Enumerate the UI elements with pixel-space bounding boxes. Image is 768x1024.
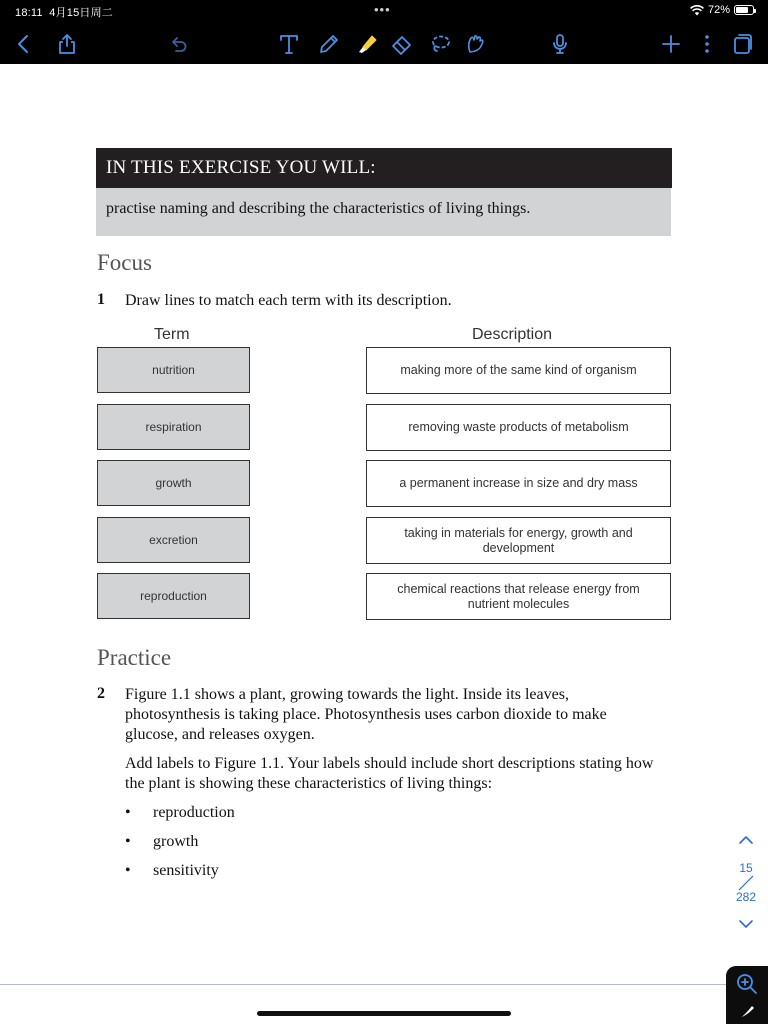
page-up-icon[interactable] — [732, 832, 760, 848]
question-2-paragraph-2: Add labels to Figure 1.1. Your labels should include short descriptions stating how the plant is showing these characteristics of living things: — [125, 755, 654, 792]
page-down-icon[interactable] — [732, 916, 760, 932]
pen-tool-button[interactable] — [316, 31, 342, 57]
document-page — [0, 64, 768, 1024]
zoom-button[interactable] — [726, 966, 768, 1024]
question-2-number: 2 — [97, 685, 105, 702]
pages-button[interactable] — [730, 31, 756, 57]
toolbar — [0, 22, 768, 64]
lasso-icon — [428, 32, 452, 56]
document-canvas[interactable] — [0, 64, 768, 1024]
highlighter-icon — [355, 32, 379, 56]
text-tool-icon — [277, 32, 301, 56]
focus-title: Focus — [97, 250, 152, 275]
more-button[interactable] — [694, 31, 720, 57]
status-time: 18:11 4月15日周二 — [15, 7, 113, 19]
lasso-tool-button[interactable] — [427, 31, 453, 57]
term-box: excretion — [97, 517, 250, 563]
wifi-icon — [690, 5, 704, 16]
page-navigator — [732, 832, 760, 942]
home-indicator — [257, 1011, 511, 1016]
battery-icon — [734, 5, 754, 15]
current-page-number: 15 — [739, 861, 753, 875]
description-box: a permanent increase in size and dry mass — [366, 460, 671, 507]
description-column-header: Description — [472, 326, 553, 343]
page-separator-icon — [732, 875, 760, 891]
practice-title: Practice — [97, 645, 172, 670]
highlighter-tool-button[interactable] — [354, 31, 380, 57]
back-button[interactable] — [11, 31, 37, 57]
status-right — [690, 4, 754, 16]
back-icon — [12, 32, 36, 56]
status-bar — [0, 0, 768, 22]
undo-icon — [166, 32, 190, 56]
add-button[interactable] — [658, 31, 684, 57]
term-box: reproduction — [97, 573, 250, 619]
description-box: making more of the same kind of organism — [366, 347, 671, 394]
battery-percent: 72% — [707, 4, 730, 16]
text-tool-button[interactable] — [276, 31, 302, 57]
list-item: • sensitivity — [125, 858, 235, 887]
term-box: growth — [97, 460, 250, 506]
page-bottom-divider — [0, 984, 726, 985]
total-pages-number: 282 — [735, 890, 757, 904]
microphone-icon — [548, 32, 572, 56]
add-icon — [659, 32, 683, 56]
characteristics-list — [125, 800, 235, 887]
description-box: chemical reactions that release energy from nutrient molecules — [366, 573, 671, 620]
pencil-stroke-icon — [738, 1000, 758, 1020]
zoom-in-icon — [735, 972, 759, 996]
question-1-text: Draw lines to match each term with its description. — [125, 292, 452, 309]
term-column-header: Term — [154, 326, 190, 343]
question-1-number: 1 — [97, 291, 105, 308]
list-item: • reproduction — [125, 800, 235, 829]
description-box: taking in materials for energy, growth and development — [366, 517, 671, 564]
undo-button[interactable] — [165, 31, 191, 57]
microphone-button[interactable] — [547, 31, 573, 57]
battery-fill — [736, 7, 748, 13]
eraser-tool-button[interactable] — [389, 31, 415, 57]
shapes-tool-button[interactable] — [463, 31, 489, 57]
list-item: • growth — [125, 829, 235, 858]
multitasking-dots-icon[interactable]: ••• — [374, 2, 391, 17]
share-icon — [55, 32, 79, 56]
description-box: removing waste products of metabolism — [366, 404, 671, 451]
term-box: nutrition — [97, 347, 250, 393]
term-box: respiration — [97, 404, 250, 450]
question-2-paragraph-1: Figure 1.1 shows a plant, growing towards the light. Inside its leaves, photosynthesis is taking place. Photosynthesis uses carbon dioxide to make glucose, and releases oxygen. — [125, 686, 607, 743]
exercise-header: IN THIS EXERCISE YOU WILL: — [96, 148, 672, 188]
pages-icon — [731, 32, 755, 56]
more-icon — [695, 32, 719, 56]
shapes-icon — [464, 32, 488, 56]
share-button[interactable] — [54, 31, 80, 57]
eraser-icon — [390, 32, 414, 56]
exercise-objective: practise naming and describing the characteristics of living things. — [96, 188, 671, 236]
pen-icon — [317, 32, 341, 56]
